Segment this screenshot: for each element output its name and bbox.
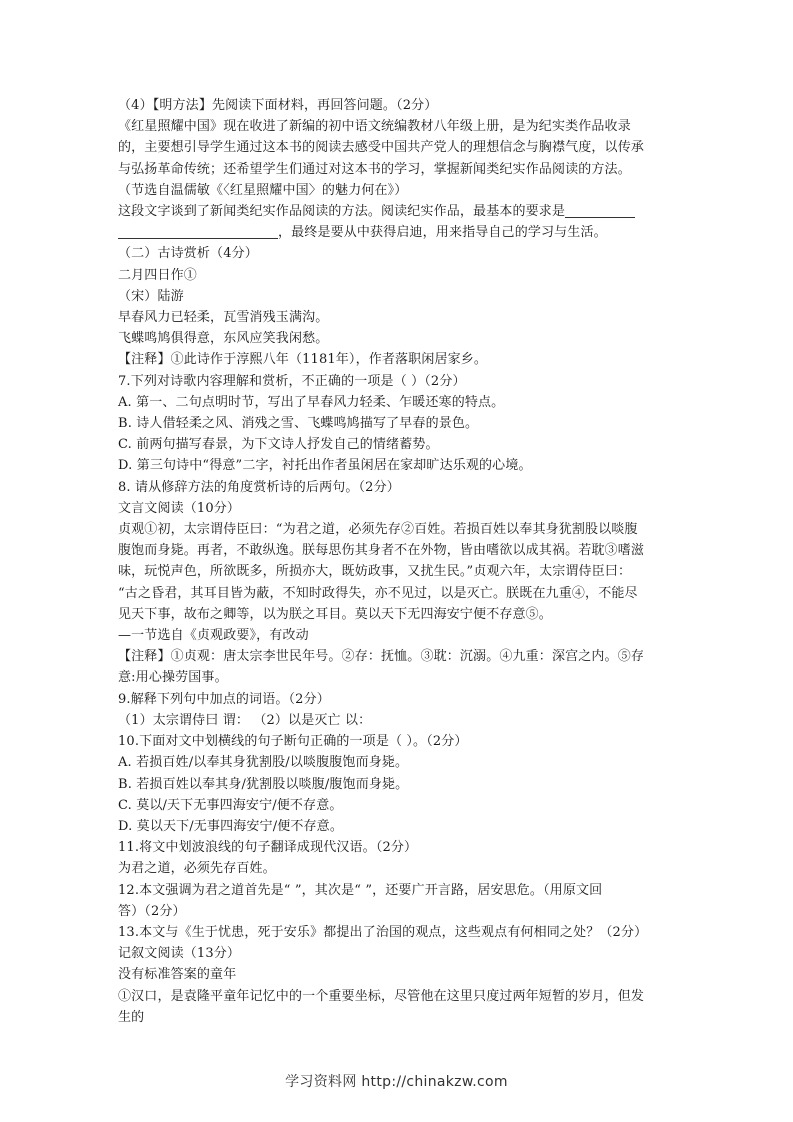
- passage-line: 味，玩悦声色，所欲既多，所损亦大，既妨政事，又扰生民。”贞观六年，太宗谓侍臣曰：: [118, 564, 632, 580]
- text-line: 的，主要想引导学生通过这本书的阅读去感受中国共产党人的理想信念与胸襟气度，以传承: [118, 140, 645, 156]
- article-title: 没有标准答案的童年: [118, 967, 237, 983]
- option: B. 若损百姓以奉其身/犹割股以啖腹/腹饱而身毙。: [118, 776, 409, 792]
- section-heading: 文言文阅读（10分）: [118, 500, 241, 516]
- answer-blank: [565, 203, 635, 218]
- question: 8. 请从修辞方法的角度赏析诗的后两句。（2分）: [118, 479, 400, 495]
- question: 12.本文强调为君之道首先是“ ”，其次是“ ”，还要广开言路，居安思危。（用原文回: [118, 882, 603, 898]
- poem-author: （宋）陆游: [118, 288, 184, 304]
- option: C. 前两句描写春景，为下文诗人抒发自己的情绪蓄势。: [118, 437, 439, 453]
- question: 10.下面对文中划横线的句子断句正确的一项是（ ）。（2分）: [118, 734, 468, 750]
- passage-line: “古之昏君，其耳目皆为蔽，不知时政得失，亦不见过，以是灭亡。朕既在九重④，不能尽: [118, 585, 638, 601]
- text-segment: 这段文字谈到了新闻类纪实作品阅读的方法。阅读纪实作品，最基本的要求是: [118, 204, 566, 220]
- poem-line: 早春风力已轻柔，瓦雪消残玉满沟。: [118, 310, 329, 326]
- option: B. 诗人借轻柔之风、消残之雪、飞蝶鸣鸠描写了早春的景色。: [118, 416, 479, 432]
- text-line: 为君之道，必须先存百姓。: [118, 861, 276, 877]
- section-heading: （二）古诗赏析（4分）: [118, 246, 258, 262]
- text-line: （节选自温儒敏《〈红星照耀中国〉的魅力何在》）: [118, 182, 408, 198]
- text-line: （4）【明方法】先阅读下面材料，再回答问题。（2分）: [118, 98, 438, 113]
- annotation: 【注释】①此诗作于淳熙八年（1181年），作者落职闲居家乡。: [118, 352, 488, 368]
- passage-line: 腹饱而身毙。再者，不敢纵逸。朕每思伤其身者不在外物，皆由嗜欲以成其祸。若耽③嗜滋: [118, 543, 645, 559]
- passage-line: ①汉口，是袁隆平童年记忆中的一个重要坐标，尽管他在这里只度过两年短暂的岁月，但发: [118, 988, 645, 1004]
- passage-line: 贞观①初，太宗谓侍臣曰：“为君之道，必须先存②百姓。若损百姓以奉其身犹割股以啖腹: [118, 522, 638, 538]
- question: 13.本文与《生于忧患，死于安乐》都提出了治国的观点，这些观点有何相同之处？（2分）: [118, 924, 648, 940]
- footer-watermark: 学习资料网 http://chinakzw.com: [285, 1074, 508, 1090]
- passage-line: 生的: [118, 1009, 145, 1025]
- question: 9.解释下列句中加点的词语。（2分）: [118, 691, 330, 707]
- question: （1）太宗谓侍曰 谓： （2）以是灭亡 以：: [118, 712, 372, 728]
- question: 7.下列对诗歌内容理解和赏析，不正确的一项是（ ）（2分）: [118, 373, 466, 389]
- option: D. 莫以天下/无事四海安宁/便不存意。: [118, 818, 343, 834]
- document-body: [118, 95, 688, 1028]
- text-line-with-blank: [118, 201, 688, 222]
- question: 答）（2分）: [118, 903, 186, 919]
- text-line-with-blank: [118, 222, 688, 243]
- option: A. 第一、二句点明时节，写出了早春风力轻柔、乍暖还寒的特点。: [118, 394, 505, 410]
- text-line: 《红星照耀中国》现在收进了新编的初中语文统编教材八年级上册，是为纪实类作品收录: [118, 119, 631, 135]
- section-heading: 记叙文阅读（13分）: [118, 946, 241, 962]
- annotation: 意:用心操劳国事。: [118, 670, 228, 686]
- option: C. 莫以/天下无事四海安宁/便不存意。: [118, 797, 343, 813]
- passage-line: 见天下事，故布之卿等，以为朕之耳目。莫以天下无四海安宁便不存意⑤。: [118, 606, 552, 622]
- answer-blank: [118, 224, 278, 239]
- text-line: 与弘扬革命传统；还希望学生们通过对这本书的学习，掌握新闻类纪实作品阅读的方法。: [118, 161, 631, 177]
- source-note: —一节选自《贞观政要》，有改动: [118, 628, 309, 644]
- text-segment: ，最终是要从中获得启迪，用来指导自己的学习与生活。: [278, 225, 607, 241]
- option: A. 若损百姓/以奉其身犹割股/以啖腹腹饱而身毙。: [118, 755, 409, 771]
- option: D. 第三句诗中“得意”二字，衬托出作者虽闲居在家却旷达乐观的心境。: [118, 458, 532, 474]
- poem-title: 二月四日作①: [118, 267, 197, 283]
- question: 11.将文中划波浪线的句子翻译成现代汉语。（2分）: [118, 840, 418, 856]
- poem-line: 飞蝶鸣鸠俱得意，东风应笑我闲愁。: [118, 331, 329, 347]
- annotation: 【注释】①贞观：唐太宗李世民年号。②存：抚恤。③耽：沉溺。④九重：深宫之内。⑤存: [118, 649, 645, 665]
